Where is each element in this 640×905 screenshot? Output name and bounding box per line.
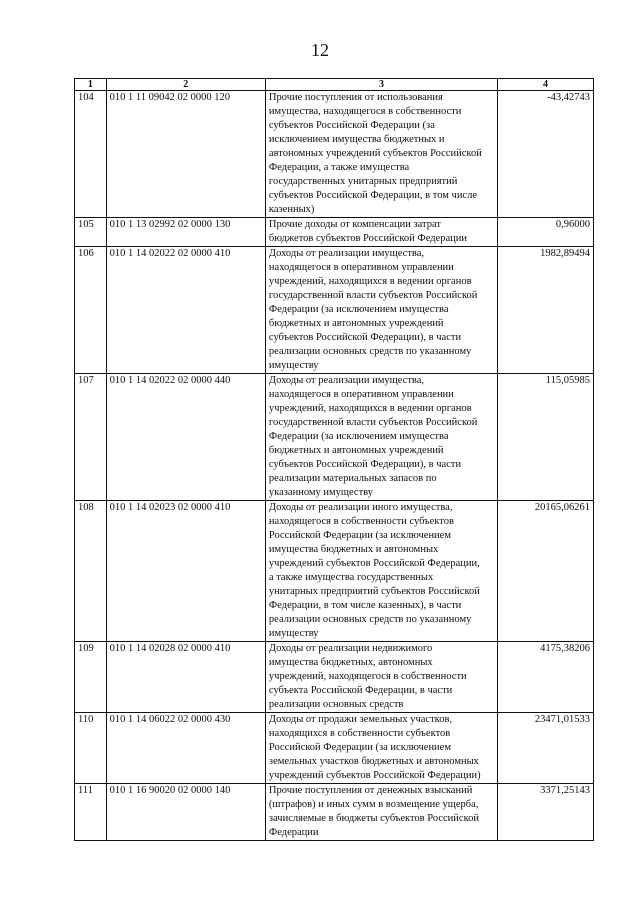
- table-row: [75, 784, 594, 841]
- table-row: [75, 247, 594, 374]
- column-header-4: 4: [497, 79, 593, 91]
- table-row: [75, 501, 594, 642]
- revenue-amount: 3371,25143: [497, 784, 593, 841]
- row-number: 105: [75, 218, 107, 247]
- page-number: 12: [311, 40, 329, 60]
- table-row: [75, 713, 594, 784]
- revenue-amount: 115,05985: [497, 374, 593, 501]
- table-row: [75, 218, 594, 247]
- budget-code: 010 1 11 09042 02 0000 120: [106, 91, 265, 218]
- row-number: 110: [75, 713, 107, 784]
- row-number: 107: [75, 374, 107, 501]
- revenue-amount: 0,96000: [497, 218, 593, 247]
- revenue-amount: 1982,89494: [497, 247, 593, 374]
- revenue-description: Доходы от реализации иного имущества, находящегося в собственности субъектов Российской Федерации (за исключением имущества бюджетных и автономных учреждений субъектов Российской Федерации, а также имущества государственных унитарных предприятий субъектов Российской Федерации, в том числе казенных), в части реализации основных средств по указанному имуществу: [265, 501, 497, 642]
- table-row: [75, 91, 594, 218]
- table-row: [75, 374, 594, 501]
- revenue-amount: 4175,38206: [497, 642, 593, 713]
- table-header-row: [75, 79, 594, 91]
- column-header-3: 3: [265, 79, 497, 91]
- budget-code: 010 1 14 02022 02 0000 410: [106, 247, 265, 374]
- revenue-description: Доходы от реализации недвижимого имущества бюджетных, автономных учреждений, находящегося в собственности субъекта Российской Федерации, в части реализации основных средств: [265, 642, 497, 713]
- budget-code: 010 1 14 02028 02 0000 410: [106, 642, 265, 713]
- revenue-amount: 20165,06261: [497, 501, 593, 642]
- revenue-description: Доходы от продажи земельных участков, находящихся в собственности субъектов Российской Федерации (за исключением земельных участков бюджетных и автономных учреждений субъектов Российской Федерации): [265, 713, 497, 784]
- row-number: 108: [75, 501, 107, 642]
- revenue-description: Доходы от реализации имущества, находящегося в оперативном управлении учреждений, находящихся в ведении органов государственной власти субъектов Российской Федерации (за исключением имущества бюджетных и автономных учреждений субъектов Российской Федерации), в части реализации материальных запасов по указанному имуществу: [265, 374, 497, 501]
- budget-code: 010 1 14 02023 02 0000 410: [106, 501, 265, 642]
- row-number: 106: [75, 247, 107, 374]
- revenue-amount: 23471,01533: [497, 713, 593, 784]
- revenue-description: Прочие доходы от компенсации затрат бюджетов субъектов Российской Федерации: [265, 218, 497, 247]
- revenue-amount: -43,42743: [497, 91, 593, 218]
- budget-code: 010 1 16 90020 02 0000 140: [106, 784, 265, 841]
- revenue-table: [74, 78, 594, 841]
- row-number: 109: [75, 642, 107, 713]
- column-header-2: 2: [106, 79, 265, 91]
- budget-code: 010 1 14 06022 02 0000 430: [106, 713, 265, 784]
- row-number: 104: [75, 91, 107, 218]
- table-row: [75, 642, 594, 713]
- column-header-1: 1: [75, 79, 107, 91]
- row-number: 111: [75, 784, 107, 841]
- budget-code: 010 1 13 02992 02 0000 130: [106, 218, 265, 247]
- budget-code: 010 1 14 02022 02 0000 440: [106, 374, 265, 501]
- revenue-description: Прочие поступления от денежных взысканий (штрафов) и иных сумм в возмещение ущерба, зачисляемые в бюджеты субъектов Российской Федерации: [265, 784, 497, 841]
- revenue-description: Доходы от реализации имущества, находящегося в оперативном управлении учреждений, находящихся в ведении органов государственной власти субъектов Российской Федерации (за исключением имущества бюджетных и автономных учреждений субъектов Российской Федерации), в части реализации основных средств по указанному имуществу: [265, 247, 497, 374]
- revenue-description: Прочие поступления от использования имущества, находящегося в собственности субъектов Российской Федерации (за исключением имущества бюджетных и автономных учреждений субъектов Российской Федерации, а также имущества государственных унитарных предприятий субъектов Российской Федерации, в том числе казенных): [265, 91, 497, 218]
